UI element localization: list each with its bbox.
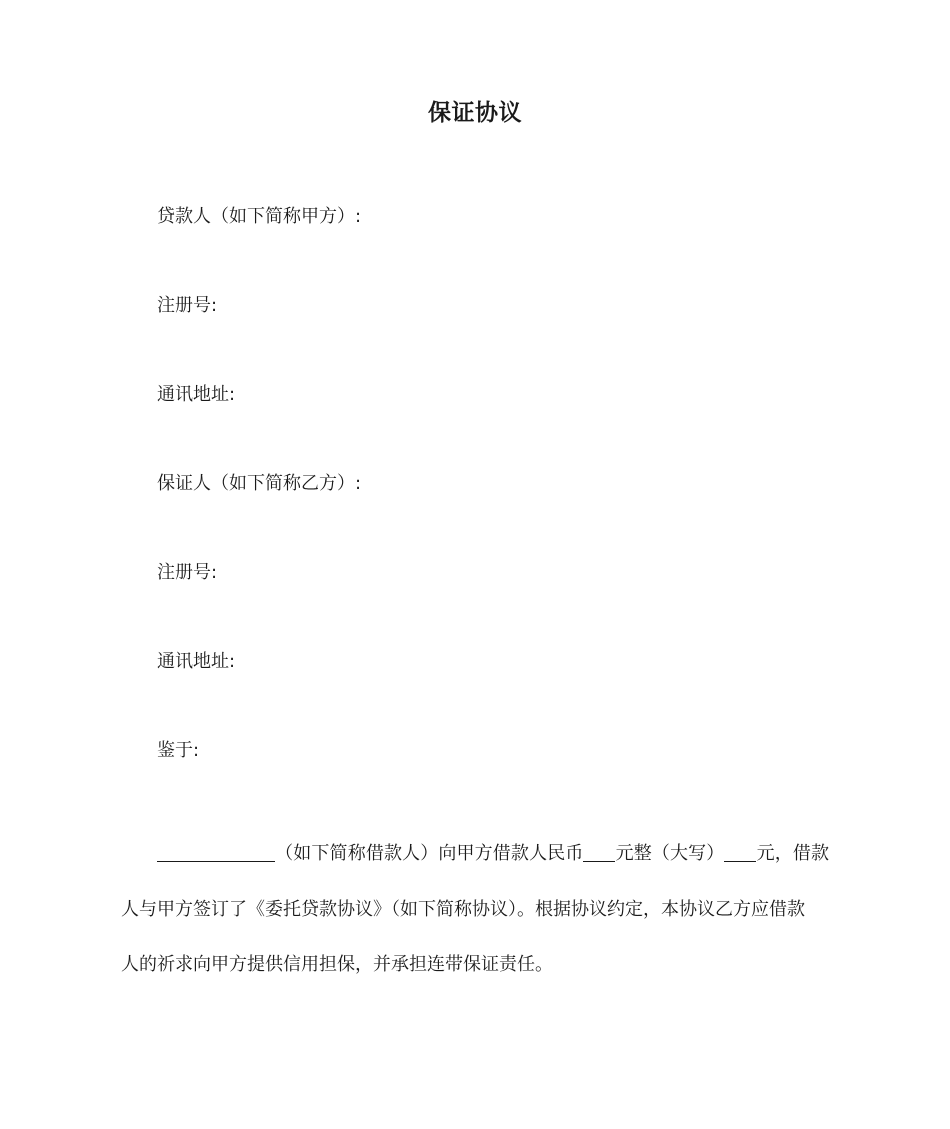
- recital-paragraph: [121, 826, 833, 993]
- recital-line-1-text-b: 元整（大写）: [615, 843, 725, 864]
- whereas-label: 鉴于:: [157, 740, 200, 761]
- borrower-name-blank: [157, 841, 275, 862]
- recital-line-1: [121, 826, 829, 882]
- recital-line-3: 人的祈求向甲方提供信用担保，并承担连带保证责任。: [121, 954, 553, 975]
- lender-label: 贷款人（如下简称甲方）:: [157, 206, 362, 227]
- recital-line-1-text-c: 元，借款: [756, 843, 830, 864]
- guarantor-address-label: 通讯地址:: [157, 651, 236, 672]
- guarantor-label: 保证人（如下简称乙方）:: [157, 473, 362, 494]
- amount-blank: [583, 841, 615, 862]
- amount-words-blank: [724, 841, 756, 862]
- document-title: 保证协议: [428, 100, 522, 126]
- recital-line-2: 人与甲方签订了《委托贷款协议》（如下简称协议）。根据协议约定，本协议乙方应借款: [121, 898, 805, 920]
- lender-registration-label: 注册号:: [157, 295, 218, 316]
- lender-address-label: 通讯地址:: [157, 384, 236, 405]
- guarantor-registration-label: 注册号:: [157, 562, 218, 583]
- recital-line-1-text-a: （如下简称借款人）向甲方借款人民币: [275, 843, 584, 864]
